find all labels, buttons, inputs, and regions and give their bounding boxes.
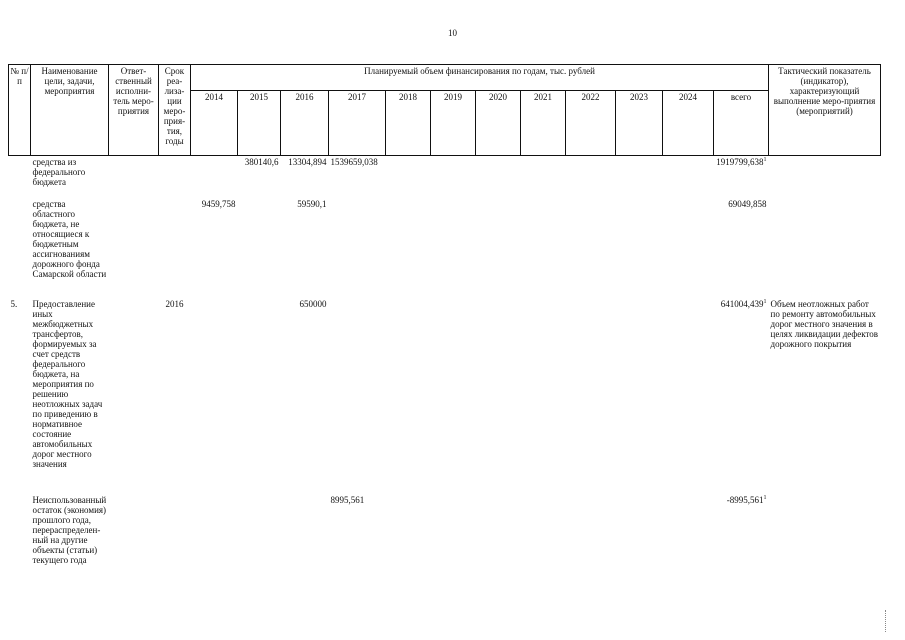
row-value-2024: [663, 495, 714, 585]
header-year-2015: 2015: [238, 91, 281, 156]
footnote-mark: 1: [763, 157, 767, 163]
table-row: [9, 199, 881, 299]
row-indicator: [769, 199, 881, 299]
header-indicator: Тактический показатель (индикатор), характеризующий выполнение меро-приятия (мероприятий): [769, 65, 881, 156]
header-responsible: Ответ-ственный исполни-тель меро-приятия: [109, 65, 159, 156]
row-total-value: 1919799,638: [716, 157, 764, 167]
row-num: [9, 199, 31, 299]
row-value-2024: [663, 299, 714, 495]
row-name: средства из федерального бюджета: [32, 157, 86, 187]
row-value-2020: [476, 156, 521, 200]
row-indicator: [769, 156, 881, 200]
row-name: Неиспользованный остаток (экономия) прошлого года, перераспределен-ный на другие объекты (статьи) текущего года: [32, 495, 107, 565]
row-total-value: -8995,561: [726, 495, 764, 505]
header-year-2023: 2023: [616, 91, 663, 156]
row-value-2023: [616, 299, 663, 495]
row-responsible: [109, 495, 159, 585]
header-year-2014: 2014: [191, 91, 238, 156]
footnote-mark: 1: [763, 495, 767, 501]
row-indicator: Объем неотложных работ по ремонту автомобильных дорог местного значения в целях ликвидации дефектов дорожного покрытия: [770, 299, 879, 349]
row-value-2016: [281, 495, 329, 585]
row-name: Предоставление иных межбюджетных трансфертов, формируемых за счет средств федерального бюджета, на мероприятия по решению неотложных задач по приведению в нормативное состояние автомобильных дорог местного значения: [32, 299, 103, 469]
row-value-2017: [329, 299, 386, 495]
row-responsible: [109, 156, 159, 200]
row-value-2014: 9459,758: [201, 199, 236, 209]
header-year-2024: 2024: [663, 91, 714, 156]
row-value-2015: [238, 199, 281, 299]
header-total: всего: [714, 91, 769, 156]
row-value-2014: [191, 299, 238, 495]
row-value-2023: [616, 156, 663, 200]
row-value-2021: [521, 299, 566, 495]
row-value-2019: [431, 156, 476, 200]
header-year-2022: 2022: [566, 91, 616, 156]
row-value-2022: [566, 156, 616, 200]
page-number: 10: [448, 28, 457, 38]
row-value-2022: [566, 495, 616, 585]
row-value-2016: 59590,1: [297, 199, 327, 209]
row-value-2018: [386, 495, 431, 585]
header-funding: Планируемый объем финансирования по годам, тыс. рублей: [191, 65, 769, 91]
row-value-2018: [386, 199, 431, 299]
row-value-2016: 13304,894: [288, 157, 327, 167]
row-value-2024: [663, 156, 714, 200]
row-value-2020: [476, 299, 521, 495]
row-value-2016: 650000: [299, 299, 327, 309]
row-value-2022: [566, 299, 616, 495]
row-total: [714, 156, 769, 200]
row-name: средства областного бюджета, не относящиеся к бюджетным ассигнованиям дорожного фонда Самарской области: [32, 199, 107, 279]
header-year-2016: 2016: [281, 91, 329, 156]
row-responsible: [109, 199, 159, 299]
row-value-2017: 1539659,038: [330, 157, 378, 167]
table-row: [9, 495, 881, 585]
row-value-2014: [191, 156, 238, 200]
row-term: 2016: [165, 299, 184, 309]
header-year-2017: 2017: [329, 91, 386, 156]
row-value-2024: [663, 199, 714, 299]
row-value-2022: [566, 199, 616, 299]
row-value-2018: [386, 156, 431, 200]
row-value-2019: [431, 299, 476, 495]
row-value-2020: [476, 199, 521, 299]
row-value-2014: [191, 495, 238, 585]
row-total-value: 641004,439: [720, 299, 764, 309]
header-num: № п/п: [9, 65, 31, 156]
row-value-2023: [616, 495, 663, 585]
row-total: [714, 199, 769, 299]
row-num: [9, 495, 31, 585]
table-row: [9, 299, 881, 495]
header-name: Наименование цели, задачи, мероприятия: [31, 65, 109, 156]
row-num: [9, 156, 31, 200]
row-value-2015: [238, 299, 281, 495]
row-num: 5.: [10, 299, 18, 309]
row-total-value: 69049,858: [728, 199, 767, 209]
footnote-mark: 1: [763, 299, 767, 305]
row-value-2015: 380140,6: [244, 157, 279, 167]
row-indicator: [769, 495, 881, 585]
funding-table: [8, 64, 881, 585]
row-value-2017: 8995,561: [330, 495, 365, 505]
row-value-2019: [431, 495, 476, 585]
row-term: [159, 199, 191, 299]
row-term: [159, 156, 191, 200]
row-value-2021: [521, 156, 566, 200]
row-total: [714, 495, 769, 585]
row-value-2023: [616, 199, 663, 299]
row-value-2020: [476, 495, 521, 585]
header-year-2021: 2021: [521, 91, 566, 156]
row-value-2018: [386, 299, 431, 495]
row-responsible: [109, 299, 159, 495]
header-year-2020: 2020: [476, 91, 521, 156]
header-year-2019: 2019: [431, 91, 476, 156]
margin-mark: [885, 610, 887, 632]
header-year-2018: 2018: [386, 91, 431, 156]
row-total: [714, 299, 769, 495]
row-value-2017: [329, 199, 386, 299]
header-term: Срок реа-лиза-ции меро-прия-тия, годы: [159, 65, 191, 156]
table-row: [9, 156, 881, 200]
row-value-2021: [521, 495, 566, 585]
row-value-2015: [238, 495, 281, 585]
row-value-2021: [521, 199, 566, 299]
row-term: [159, 495, 191, 585]
row-value-2019: [431, 199, 476, 299]
